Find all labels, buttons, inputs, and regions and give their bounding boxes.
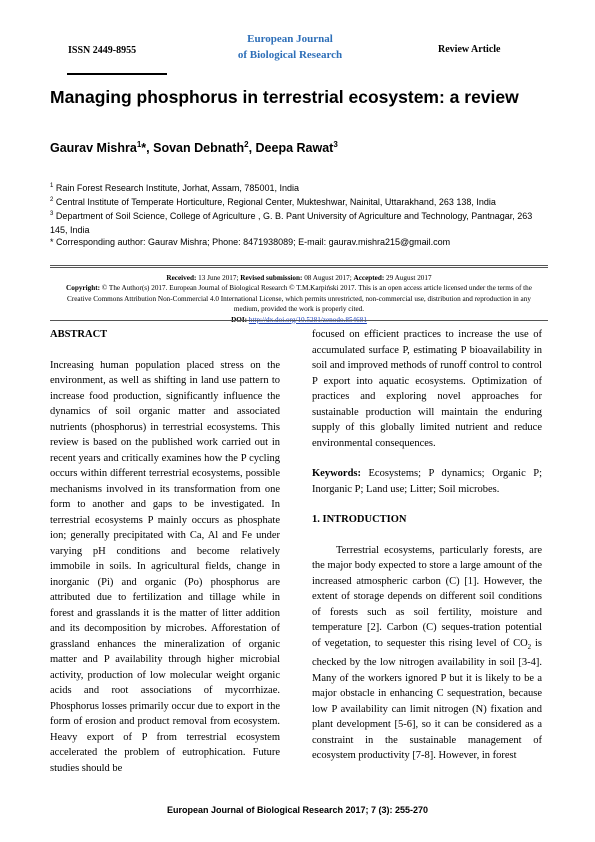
keywords-text: Ecosystems; P dynamics; Organic P; Inorganic P; Land use; Litter; Soil microbes. xyxy=(312,468,542,495)
abstract-heading: ABSTRACT xyxy=(50,329,108,340)
info-divider-top-2 xyxy=(50,267,548,268)
abstract-continued: focused on efficient practices to increase the use of accumulated surface P, estimating P bioavailability in soil and improved methods of runoff control to control P export into aquatic ecosystems. Optimization of practices and exploring novel approaches for sustainable production will maintain the enduring supply of this globally limited nutrient and reduce environmental consequences. xyxy=(312,329,542,449)
received-label: Received: xyxy=(166,274,197,282)
info-divider-bottom xyxy=(50,320,548,321)
revised-label: Revised submission: xyxy=(240,274,303,282)
affiliation xyxy=(50,208,550,237)
right-column xyxy=(312,327,542,764)
author-sup: 2 xyxy=(244,140,249,149)
author-suffix: , xyxy=(248,141,256,156)
affiliation-sup: 3 xyxy=(50,211,54,217)
journal-name-line1: European Journal xyxy=(247,33,333,45)
copyright-text: © The Author(s) 2017. European Journal of Biological Research © T.M.Karpiński 2017. This is an open access article licensed under the terms of the Creative Commons Attribution Non-Commercial 4.0 International License, which permits unrestricted, non-commercial use, distribution and reproduction in any medium, provided the work is properly cited. xyxy=(67,284,532,314)
affiliation-text: Central Institute of Temperate Horticulture, Regional Center, Mukteshwar, Nainital, Uttarakhand, 263 138, India xyxy=(53,197,496,207)
co2-subscript: 2 xyxy=(527,642,532,651)
author-sup: 1 xyxy=(136,140,142,149)
accepted-label: Accepted: xyxy=(353,274,385,282)
authors xyxy=(50,140,338,155)
copyright-label: Copyright: xyxy=(66,284,100,293)
author-sup: 3 xyxy=(333,140,338,149)
intro-text-b: is checked by the low nitrogen availability in soil [3-4]. Many of the workers ignored P but it is likely to be a major obstacle in enhancing C sequestration, because low P availability can limit nitrogen (N) fixation and plant development [5-6], so it can be considered as a constraint in the sustainable management of ecosystem productivity [7-8]. However, in forest xyxy=(312,637,542,762)
intro-text xyxy=(312,543,542,764)
journal-name-line2: of Biological Research xyxy=(237,49,343,61)
corresponding-author: * Corresponding author: Gaurav Mishra; Phone: 8471938089; E-mail: gaurav.mishra215@gmail.com xyxy=(50,237,451,247)
intro-text-a: Terrestrial ecosystems, particularly forests, are the major body expected to store a large amount of the increased atmospheric carbon (C) [1]. However, the extent of storage depends on different soil conditions of forests such as soil fertility, moisture and temperature [2]. Carbon (C) seques-tration potential of vegetation, to sequester this rising level of CO xyxy=(312,544,542,649)
header-rule xyxy=(67,73,167,75)
author-suffix: *, xyxy=(141,141,154,156)
doi-link[interactable]: http://dx.doi.org/10.5281/zenodo.854681 xyxy=(248,315,367,324)
keywords-label: Keywords: xyxy=(312,468,361,479)
affiliation-text: Rain Forest Research Institute, Jorhat, Assam, 785001, India xyxy=(53,183,299,193)
received-date: 13 June 2017; xyxy=(196,274,241,282)
info-divider-top xyxy=(50,265,548,266)
journal-name xyxy=(210,31,370,63)
affiliation-sup: 2 xyxy=(50,197,54,203)
author-name: Gaurav Mishra xyxy=(50,141,137,156)
author-name: Deepa Rawat xyxy=(255,141,334,156)
author-name: Sovan Debnath xyxy=(153,141,245,156)
article-info xyxy=(60,273,538,325)
revised-date: 08 August 2017; xyxy=(302,274,354,282)
doi-label: DOI: xyxy=(231,315,248,324)
affiliation-text: Department of Soil Science, College of Agriculture , G. B. Pant University of Agriculture and Technology, Pantnagar, 263 145, India xyxy=(50,211,533,235)
accepted-date: 29 August 2017 xyxy=(384,274,432,282)
keywords xyxy=(312,466,542,497)
intro-heading: 1. INTRODUCTION xyxy=(312,514,407,525)
abstract-text: Increasing human population placed stress on the environment, as well as shifting in land use pattern to increase food production, significantly influence the dynamics of soil organic matter and associated nutrients (phosphorus) in terrestrial ecosystems. This review is based on the published work carried out in recent years and critically examines how the P cycling occurs within different terrestrial ecosystems, possible mechanisms involved in its transformation from one form to another and gaps to be investigated. In terrestrial ecosystems P mainly occurs as phosphate ion; generally precipitated with Ca, Al and Fe under varying pH conditions and become relatively immobile in soils. In agricultural fields, change in inorganic (Pi) and organic (Po) phosphorus are attributed due to fertilization and tillage while in forest and grasslands it is the matter of litter addition and its decomposition by microbes. Afforestation of grassland enhances the mineralization of organic matter and P availability through higher microbial activity, production of low molecular weight organic acids and root associations of mycorrhizae. Phosphorus losses primarily occur due to export in the form of erosion and product removal from ecosystem. Heavy export of P from terrestrial ecosystem accelerated the problem of eutrophication. Future studies should be xyxy=(50,359,280,774)
article-type: Review Article xyxy=(438,44,501,55)
affiliation-sup: 1 xyxy=(50,183,54,189)
page-title: Managing phosphorus in terrestrial ecosystem: a review xyxy=(50,87,519,107)
left-column xyxy=(50,327,280,776)
issn: ISSN 2449-8955 xyxy=(68,45,137,56)
page-footer: European Journal of Biological Research 2017; 7 (3): 255-270 xyxy=(166,805,429,815)
